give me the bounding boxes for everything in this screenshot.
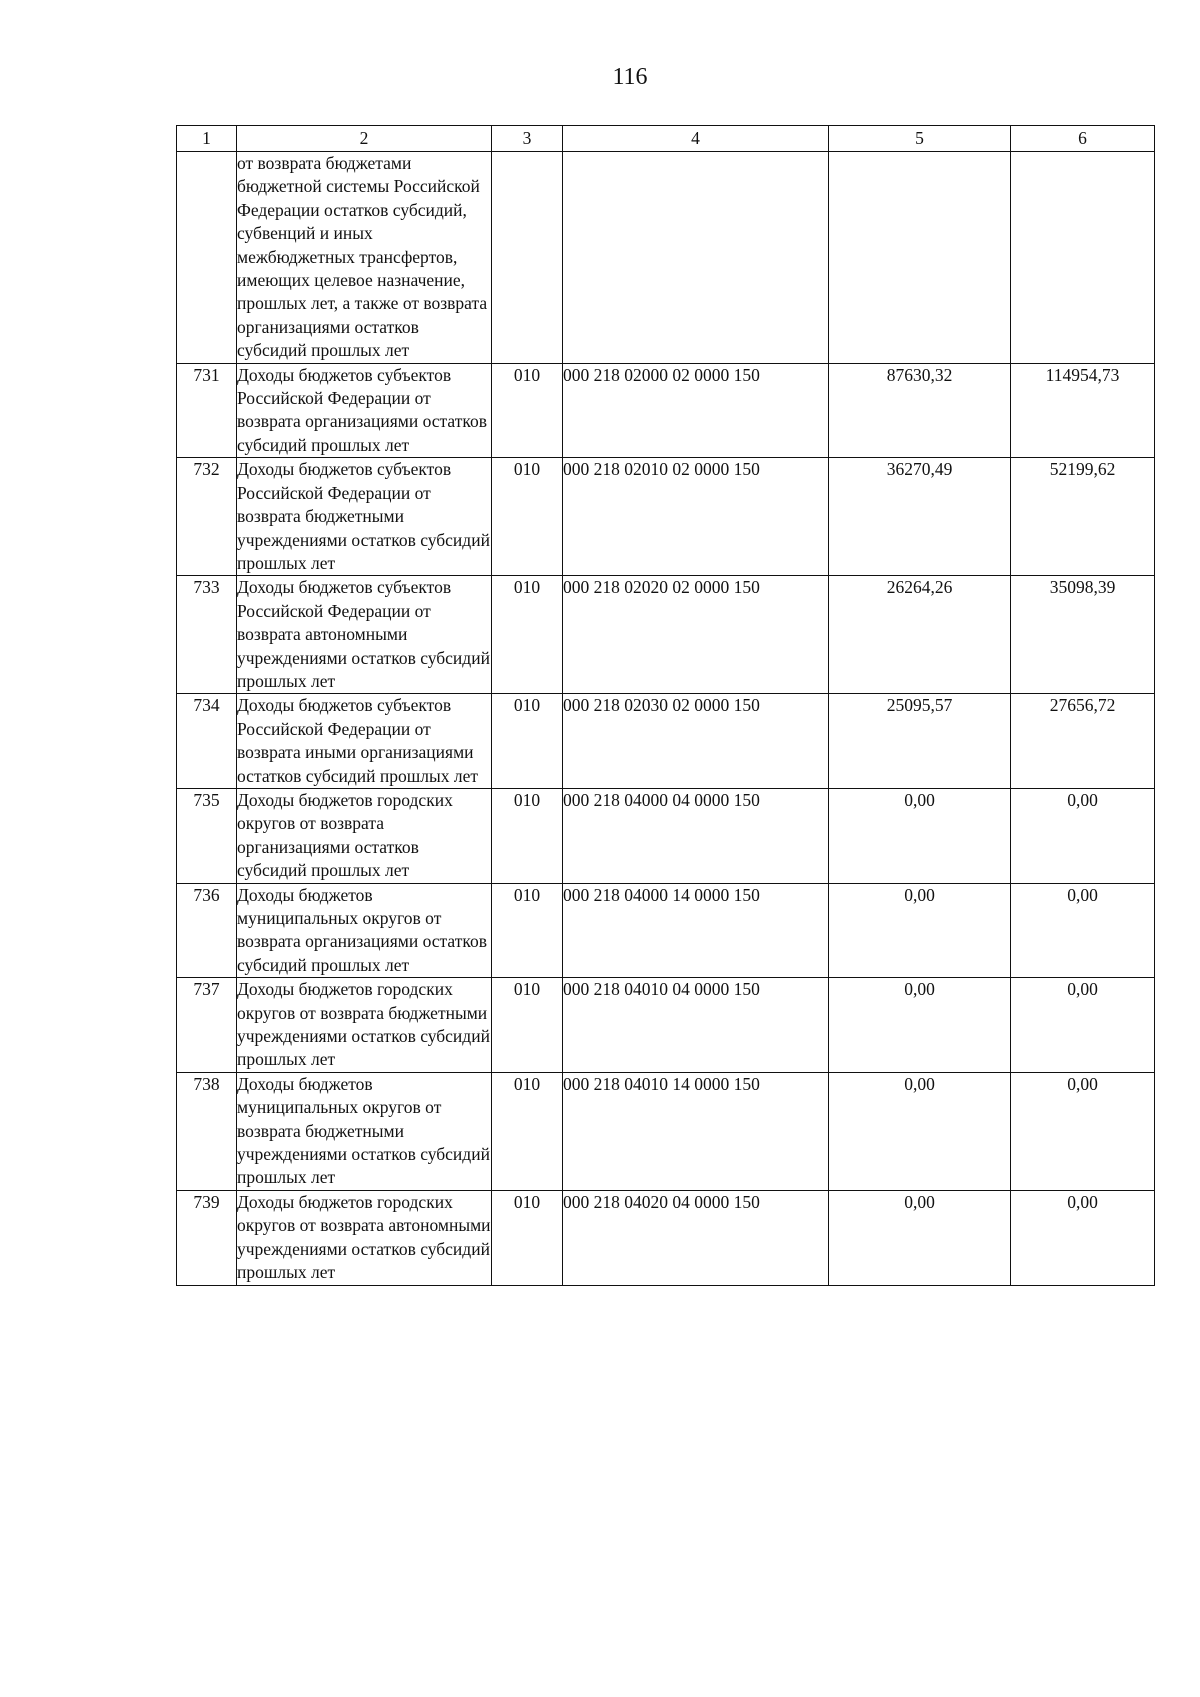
header-col-1: 1 [177, 126, 237, 152]
table-row [177, 576, 1155, 694]
row-value-col6-cell: 114954,73 [1011, 363, 1155, 458]
row-name-cell: Доходы бюджетов субъектов Российской Федерации от возврата автономными учреждениями остатков субсидий прошлых лет [237, 576, 492, 694]
row-line-code-cell: 010 [492, 883, 563, 978]
row-classification-code-cell: 000 218 02000 02 0000 150 [563, 363, 829, 458]
table-row [177, 694, 1155, 789]
row-classification-code-cell [563, 152, 829, 364]
row-number-cell: 738 [177, 1072, 237, 1190]
row-classification-code-cell: 000 218 04020 04 0000 150 [563, 1190, 829, 1285]
row-value-col5-cell: 87630,32 [829, 363, 1011, 458]
row-name-cell: Доходы бюджетов муниципальных округов от возврата организациями остатков субсидий прошлых лет [237, 883, 492, 978]
header-col-4: 4 [563, 126, 829, 152]
row-value-col6-cell: 27656,72 [1011, 694, 1155, 789]
header-col-5: 5 [829, 126, 1011, 152]
row-line-code-cell: 010 [492, 1190, 563, 1285]
header-col-2: 2 [237, 126, 492, 152]
row-value-col5-cell: 26264,26 [829, 576, 1011, 694]
row-number-cell: 734 [177, 694, 237, 789]
row-name-cell: Доходы бюджетов субъектов Российской Федерации от возврата бюджетными учреждениями остатков субсидий прошлых лет [237, 458, 492, 576]
table-row [177, 363, 1155, 458]
row-line-code-cell: 010 [492, 458, 563, 576]
table-row [177, 788, 1155, 883]
row-line-code-cell: 010 [492, 576, 563, 694]
header-col-3: 3 [492, 126, 563, 152]
row-classification-code-cell: 000 218 04000 14 0000 150 [563, 883, 829, 978]
row-line-code-cell: 010 [492, 978, 563, 1073]
row-value-col6-cell: 0,00 [1011, 978, 1155, 1073]
row-classification-code-cell: 000 218 04010 04 0000 150 [563, 978, 829, 1073]
row-line-code-cell: 010 [492, 363, 563, 458]
table-row [177, 978, 1155, 1073]
row-value-col6-cell: 0,00 [1011, 883, 1155, 978]
table-row [177, 458, 1155, 576]
row-value-col5-cell: 0,00 [829, 883, 1011, 978]
row-name-cell: Доходы бюджетов городских округов от возврата организациями остатков субсидий прошлых лет [237, 788, 492, 883]
row-value-col6-cell: 0,00 [1011, 788, 1155, 883]
row-classification-code-cell: 000 218 02020 02 0000 150 [563, 576, 829, 694]
header-col-6: 6 [1011, 126, 1155, 152]
table-row [177, 883, 1155, 978]
row-name-cell: Доходы бюджетов городских округов от возврата автономными учреждениями остатков субсидий прошлых лет [237, 1190, 492, 1285]
row-classification-code-cell: 000 218 02010 02 0000 150 [563, 458, 829, 576]
row-name-cell: Доходы бюджетов субъектов Российской Федерации от возврата организациями остатков субсидий прошлых лет [237, 363, 492, 458]
row-name-cell: Доходы бюджетов субъектов Российской Федерации от возврата иными организациями остатков субсидий прошлых лет [237, 694, 492, 789]
row-name-cell: от возврата бюджетами бюджетной системы Российской Федерации остатков субсидий, субвенций и иных межбюджетных трансфертов, имеющих целевое назначение, прошлых лет, а также от возврата организациями остатков субсидий прошлых лет [237, 152, 492, 364]
row-classification-code-cell: 000 218 02030 02 0000 150 [563, 694, 829, 789]
row-line-code-cell [492, 152, 563, 364]
row-name-cell: Доходы бюджетов муниципальных округов от возврата бюджетными учреждениями остатков субсидий прошлых лет [237, 1072, 492, 1190]
row-value-col6-cell: 0,00 [1011, 1072, 1155, 1190]
row-number-cell: 737 [177, 978, 237, 1073]
row-number-cell: 731 [177, 363, 237, 458]
row-line-code-cell: 010 [492, 694, 563, 789]
page-number: 116 [612, 64, 648, 90]
row-number-cell: 732 [177, 458, 237, 576]
row-number-cell: 735 [177, 788, 237, 883]
row-number-cell [177, 152, 237, 364]
row-line-code-cell: 010 [492, 788, 563, 883]
table-row-continuation [177, 152, 1155, 364]
header-row [177, 126, 1155, 152]
row-line-code-cell: 010 [492, 1072, 563, 1190]
table-body [177, 152, 1155, 1286]
budget-revenue-table [176, 125, 1155, 1286]
row-number-cell: 739 [177, 1190, 237, 1285]
row-value-col5-cell: 36270,49 [829, 458, 1011, 576]
row-classification-code-cell: 000 218 04010 14 0000 150 [563, 1072, 829, 1190]
row-value-col5-cell: 0,00 [829, 788, 1011, 883]
row-value-col6-cell [1011, 152, 1155, 364]
row-value-col5-cell [829, 152, 1011, 364]
row-classification-code-cell: 000 218 04000 04 0000 150 [563, 788, 829, 883]
row-value-col5-cell: 0,00 [829, 1072, 1011, 1190]
table-row [177, 1072, 1155, 1190]
row-value-col5-cell: 25095,57 [829, 694, 1011, 789]
row-value-col5-cell: 0,00 [829, 978, 1011, 1073]
row-value-col5-cell: 0,00 [829, 1190, 1011, 1285]
row-value-col6-cell: 35098,39 [1011, 576, 1155, 694]
table-header [177, 126, 1155, 152]
row-value-col6-cell: 0,00 [1011, 1190, 1155, 1285]
table-row [177, 1190, 1155, 1285]
row-number-cell: 736 [177, 883, 237, 978]
row-name-cell: Доходы бюджетов городских округов от возврата бюджетными учреждениями остатков субсидий прошлых лет [237, 978, 492, 1073]
row-number-cell: 733 [177, 576, 237, 694]
row-value-col6-cell: 52199,62 [1011, 458, 1155, 576]
